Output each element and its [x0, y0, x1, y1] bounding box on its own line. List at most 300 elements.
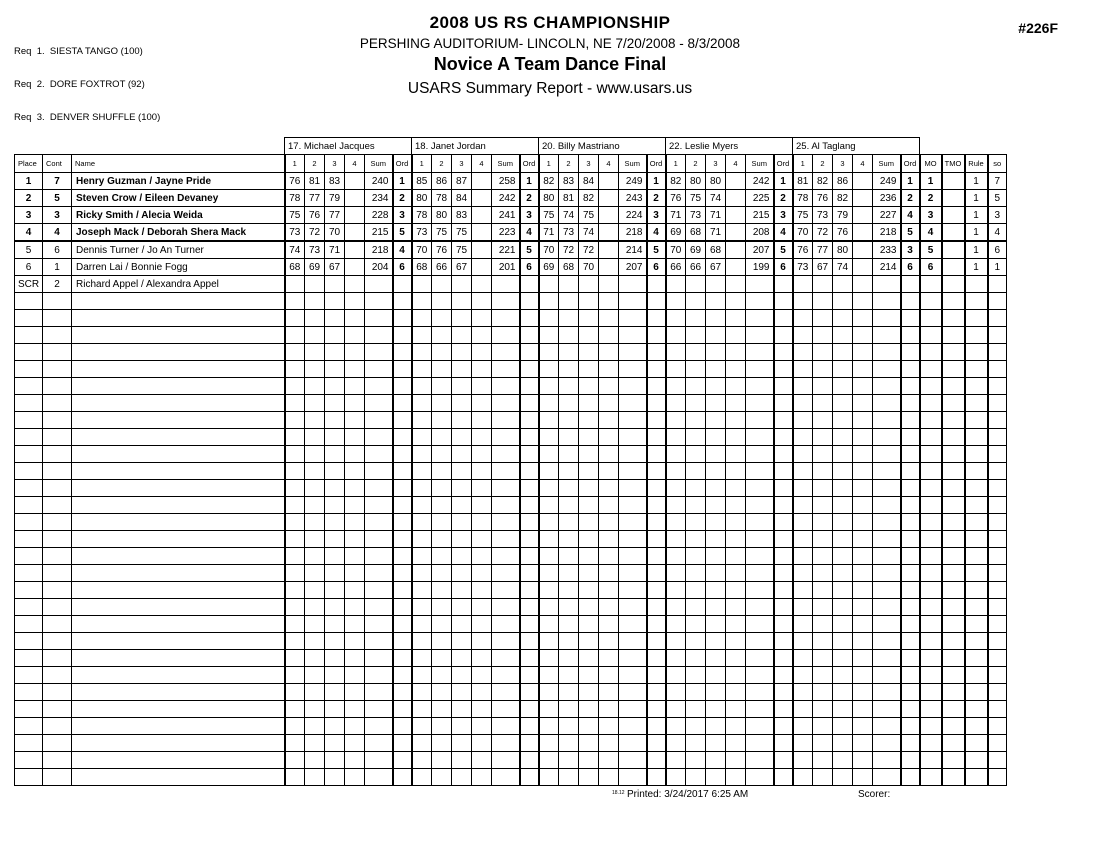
score-cell: 80 [539, 190, 559, 207]
score-cell [666, 735, 686, 752]
score-cell [686, 701, 706, 718]
cont-cell [43, 565, 72, 582]
ord-cell [647, 633, 666, 650]
score-cell [599, 633, 619, 650]
score-cell: 70 [666, 241, 686, 259]
ord-cell [520, 344, 539, 361]
score-cell [345, 616, 365, 633]
score-cell [706, 395, 726, 412]
score-cell [726, 361, 746, 378]
score-cell [432, 548, 452, 565]
name-cell [72, 735, 285, 752]
score-cell [726, 497, 746, 514]
cont-cell [43, 310, 72, 327]
score-cell [325, 582, 345, 599]
so-cell: 1 [988, 259, 1007, 276]
score-cell [345, 548, 365, 565]
score-cell [833, 293, 853, 310]
score-cell [325, 633, 345, 650]
score-cell [285, 395, 305, 412]
sum-cell [746, 310, 774, 327]
score-cell [452, 514, 472, 531]
score-cell: 73 [813, 207, 833, 224]
tmo-cell [942, 207, 965, 224]
score-cell [853, 190, 873, 207]
score-cell [412, 497, 432, 514]
sum-cell [365, 752, 393, 769]
mo-cell: 6 [920, 259, 942, 276]
sum-cell [619, 378, 647, 395]
score-cell [833, 752, 853, 769]
sum-cell [619, 633, 647, 650]
so-cell [988, 735, 1007, 752]
ord-cell [393, 735, 412, 752]
name-cell [72, 412, 285, 429]
score-cell [285, 752, 305, 769]
so-cell [988, 480, 1007, 497]
score-cell [853, 548, 873, 565]
mo-cell [920, 701, 942, 718]
score-cell [472, 752, 492, 769]
score-cell [305, 531, 325, 548]
ord-cell [520, 429, 539, 446]
empty-row [15, 463, 1007, 480]
sum-cell: 228 [365, 207, 393, 224]
score-cell [813, 684, 833, 701]
score-cell [706, 633, 726, 650]
ord-cell [901, 361, 920, 378]
name-cell [72, 361, 285, 378]
score-cell: 75 [285, 207, 305, 224]
empty-row [15, 361, 1007, 378]
score-cell [853, 667, 873, 684]
score-cell [833, 412, 853, 429]
score-cell [853, 173, 873, 190]
sum-cell [746, 276, 774, 293]
score-cell [666, 327, 686, 344]
score-cell [345, 310, 365, 327]
score-cell [853, 429, 873, 446]
score-cell [472, 327, 492, 344]
score-cell [345, 667, 365, 684]
score-cell [345, 241, 365, 259]
score-cell [726, 565, 746, 582]
name-cell [72, 293, 285, 310]
score-cell [853, 718, 873, 735]
ord-cell [647, 565, 666, 582]
score-cell [853, 633, 873, 650]
score-cell [559, 361, 579, 378]
score-cell [472, 224, 492, 242]
sum-cell [873, 327, 901, 344]
score-cell [853, 599, 873, 616]
so-cell: 5 [988, 190, 1007, 207]
judge-header-4: 22. Leslie Myers [666, 138, 793, 155]
score-cell [305, 701, 325, 718]
ord-cell [774, 429, 793, 446]
so-cell [988, 701, 1007, 718]
rule-cell [965, 616, 988, 633]
score-cell [686, 497, 706, 514]
cont-cell [43, 752, 72, 769]
score-cell [853, 463, 873, 480]
score-cell: 69 [686, 241, 706, 259]
col-header: 2 [686, 155, 706, 173]
score-cell [579, 599, 599, 616]
ord-cell [393, 361, 412, 378]
mo-cell [920, 752, 942, 769]
score-cell [726, 429, 746, 446]
ord-cell: 3 [774, 207, 793, 224]
place-cell: 2 [15, 190, 43, 207]
so-cell [988, 667, 1007, 684]
score-cell [559, 310, 579, 327]
mo-cell: 3 [920, 207, 942, 224]
ord-cell: 1 [774, 173, 793, 190]
score-cell [432, 735, 452, 752]
score-cell [579, 735, 599, 752]
score-cell [412, 616, 432, 633]
score-cell [539, 650, 559, 667]
score-cell: 68 [412, 259, 432, 276]
cont-cell [43, 599, 72, 616]
score-cell [706, 429, 726, 446]
ord-cell [901, 769, 920, 786]
score-cell [726, 650, 746, 667]
sum-cell [873, 429, 901, 446]
score-cell [412, 582, 432, 599]
sum-cell [619, 480, 647, 497]
score-cell: 68 [706, 241, 726, 259]
score-cell [305, 446, 325, 463]
so-cell [988, 361, 1007, 378]
sum-cell [873, 412, 901, 429]
sum-cell: 240 [365, 173, 393, 190]
score-cell [813, 548, 833, 565]
so-cell [988, 684, 1007, 701]
score-cell [285, 276, 305, 293]
sum-cell [873, 565, 901, 582]
sum-cell [492, 344, 520, 361]
tmo-cell [942, 344, 965, 361]
sum-cell [746, 684, 774, 701]
score-cell [412, 293, 432, 310]
score-cell [345, 769, 365, 786]
score-cell: 81 [793, 173, 813, 190]
ord-cell [647, 701, 666, 718]
score-cell [305, 616, 325, 633]
ord-cell [774, 361, 793, 378]
score-cell [345, 378, 365, 395]
ord-cell [647, 599, 666, 616]
score-cell [813, 497, 833, 514]
so-cell [988, 582, 1007, 599]
score-cell [325, 531, 345, 548]
sum-cell [619, 327, 647, 344]
score-cell [472, 361, 492, 378]
ord-cell [393, 599, 412, 616]
tmo-cell [942, 769, 965, 786]
score-cell [345, 701, 365, 718]
score-cell [813, 616, 833, 633]
col-header: 1 [412, 155, 432, 173]
mo-cell [920, 582, 942, 599]
sum-cell [619, 769, 647, 786]
sum-cell: 218 [873, 224, 901, 242]
sum-cell [619, 531, 647, 548]
sum-cell [619, 752, 647, 769]
score-cell [432, 667, 452, 684]
score-cell [579, 565, 599, 582]
place-cell [15, 650, 43, 667]
mo-cell: 5 [920, 241, 942, 259]
mo-cell [920, 480, 942, 497]
score-cell [706, 582, 726, 599]
score-cell [452, 378, 472, 395]
cont-cell: 1 [43, 259, 72, 276]
score-cell [345, 190, 365, 207]
rule-cell [965, 582, 988, 599]
score-cell [666, 310, 686, 327]
score-cell: 73 [793, 259, 813, 276]
sum-cell [873, 531, 901, 548]
sum-cell [619, 361, 647, 378]
score-cell [666, 599, 686, 616]
score-cell [686, 616, 706, 633]
ord-cell [774, 548, 793, 565]
score-cell [813, 395, 833, 412]
sum-cell: 214 [873, 259, 901, 276]
score-cell: 75 [793, 207, 813, 224]
ord-cell [520, 514, 539, 531]
mo-cell [920, 684, 942, 701]
score-cell [412, 361, 432, 378]
score-cell [452, 327, 472, 344]
place-cell [15, 514, 43, 531]
ord-cell [774, 616, 793, 633]
ord-cell [774, 497, 793, 514]
score-cell [452, 752, 472, 769]
score-cell [579, 446, 599, 463]
score-cell [325, 616, 345, 633]
score-cell [726, 582, 746, 599]
score-cell [833, 361, 853, 378]
sum-cell [492, 769, 520, 786]
score-cell [412, 344, 432, 361]
score-cell [666, 565, 686, 582]
score-cell [833, 565, 853, 582]
score-cell [599, 701, 619, 718]
cont-cell [43, 582, 72, 599]
score-cell [345, 633, 365, 650]
ord-cell [520, 684, 539, 701]
so-cell [988, 395, 1007, 412]
score-cell [285, 293, 305, 310]
score-cell [432, 310, 452, 327]
cont-cell [43, 650, 72, 667]
sum-cell [365, 650, 393, 667]
score-cell [706, 293, 726, 310]
rule-cell [965, 548, 988, 565]
ord-cell [774, 701, 793, 718]
col-header: Ord [393, 155, 412, 173]
sum-cell [619, 429, 647, 446]
score-cell [285, 582, 305, 599]
score-cell: 70 [325, 224, 345, 242]
sum-cell [746, 650, 774, 667]
score-cell [285, 310, 305, 327]
score-cell [579, 310, 599, 327]
sum-cell [492, 361, 520, 378]
score-cell [432, 633, 452, 650]
score-cell [599, 412, 619, 429]
score-cell [285, 718, 305, 735]
empty-row [15, 429, 1007, 446]
score-cell [539, 565, 559, 582]
score-cell [412, 650, 432, 667]
score-cell: 71 [706, 224, 726, 242]
score-cell: 86 [432, 173, 452, 190]
place-cell [15, 412, 43, 429]
sum-cell [619, 497, 647, 514]
score-cell [706, 752, 726, 769]
ord-cell [520, 769, 539, 786]
score-cell [285, 480, 305, 497]
rule-cell [965, 735, 988, 752]
score-cell [599, 378, 619, 395]
score-cell: 84 [579, 173, 599, 190]
ord-cell: 5 [774, 241, 793, 259]
score-cell [579, 344, 599, 361]
ord-cell [520, 497, 539, 514]
score-cell: 80 [432, 207, 452, 224]
score-cell [833, 650, 853, 667]
score-cell [539, 497, 559, 514]
score-cell [452, 565, 472, 582]
score-cell [559, 735, 579, 752]
score-cell [325, 497, 345, 514]
score-cell [813, 531, 833, 548]
so-cell [988, 599, 1007, 616]
col-header: 4 [345, 155, 365, 173]
ord-cell [774, 582, 793, 599]
score-cell [432, 480, 452, 497]
score-cell [432, 718, 452, 735]
score-cell [599, 616, 619, 633]
ord-cell [647, 446, 666, 463]
ord-cell [647, 548, 666, 565]
sum-cell [492, 378, 520, 395]
ord-cell [520, 667, 539, 684]
sum-cell [873, 633, 901, 650]
so-cell [988, 446, 1007, 463]
score-cell [853, 293, 873, 310]
col-header: 3 [325, 155, 345, 173]
score-cell [325, 429, 345, 446]
score-cell [599, 207, 619, 224]
rule-cell [965, 667, 988, 684]
score-cell [853, 224, 873, 242]
ord-cell [774, 752, 793, 769]
score-cell: 78 [412, 207, 432, 224]
score-cell [452, 293, 472, 310]
place-cell [15, 599, 43, 616]
score-cell [452, 735, 472, 752]
score-cell [686, 735, 706, 752]
score-cell [686, 650, 706, 667]
tmo-cell [942, 224, 965, 242]
score-cell [599, 514, 619, 531]
score-cell [285, 769, 305, 786]
col-header: MO [920, 155, 942, 173]
result-row [15, 190, 1007, 207]
ord-cell [901, 667, 920, 684]
sum-cell [619, 701, 647, 718]
ord-cell [901, 650, 920, 667]
ord-cell [901, 531, 920, 548]
score-cell [726, 276, 746, 293]
score-cell [726, 480, 746, 497]
ord-cell [393, 327, 412, 344]
col-header: 4 [599, 155, 619, 173]
score-cell [793, 650, 813, 667]
sum-cell [492, 701, 520, 718]
sum-cell [365, 310, 393, 327]
score-cell [813, 446, 833, 463]
ord-cell [520, 650, 539, 667]
ord-cell [774, 310, 793, 327]
sum-cell [619, 650, 647, 667]
rule-cell [965, 514, 988, 531]
score-cell [305, 548, 325, 565]
score-cell [666, 463, 686, 480]
score-cell [559, 395, 579, 412]
score-cell [345, 531, 365, 548]
cont-cell [43, 701, 72, 718]
sum-cell: 227 [873, 207, 901, 224]
score-cell [325, 752, 345, 769]
score-cell [833, 769, 853, 786]
score-cell [539, 531, 559, 548]
score-cell [452, 531, 472, 548]
ord-cell [901, 497, 920, 514]
ord-cell [520, 599, 539, 616]
score-cell [666, 497, 686, 514]
score-cell [539, 718, 559, 735]
ord-cell [647, 718, 666, 735]
mo-cell [920, 361, 942, 378]
score-cell [579, 276, 599, 293]
name-cell [72, 633, 285, 650]
sum-cell [365, 293, 393, 310]
score-cell [305, 752, 325, 769]
tmo-cell [942, 310, 965, 327]
sum-cell [365, 735, 393, 752]
score-cell [726, 327, 746, 344]
score-cell [726, 769, 746, 786]
score-cell [599, 446, 619, 463]
sum-cell [746, 514, 774, 531]
score-cell [706, 650, 726, 667]
score-cell [833, 531, 853, 548]
score-cell [432, 531, 452, 548]
score-cell [853, 327, 873, 344]
so-cell [988, 769, 1007, 786]
mo-cell [920, 599, 942, 616]
sum-cell [619, 667, 647, 684]
ord-cell [774, 446, 793, 463]
sum-cell [873, 480, 901, 497]
